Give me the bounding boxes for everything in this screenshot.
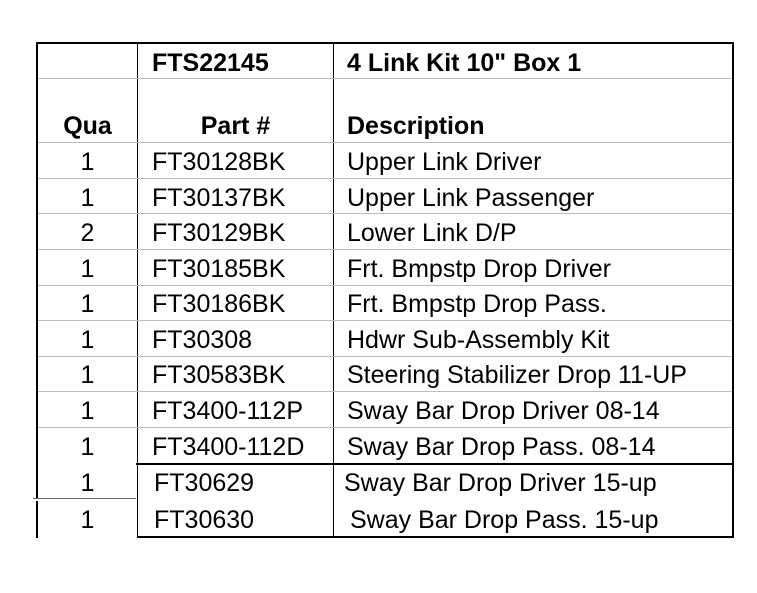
grid-line [38, 78, 732, 79]
row-part-number: FT30137BK [152, 184, 286, 212]
row-part-number: FT30308 [152, 326, 253, 354]
table-border-top [36, 42, 734, 44]
table-border-right [732, 42, 734, 538]
row-qty: 1 [80, 326, 95, 354]
row-qty: 1 [80, 290, 95, 318]
row-part-number: FT30583BK [152, 361, 286, 389]
row-description: Upper Link Driver [347, 148, 542, 176]
row-description: Sway Bar Drop Driver 15-up [344, 469, 657, 497]
grid-line [38, 285, 732, 286]
row-qty: 1 [80, 397, 95, 425]
qty-column-header: Qua [63, 112, 112, 140]
row-part-number: FT30185BK [152, 255, 286, 283]
row-description: Steering Stabilizer Drop 11-UP [347, 361, 687, 389]
row-description: Lower Link D/P [347, 219, 517, 247]
row-qty: 1 [80, 469, 95, 497]
kit-title: 4 Link Kit 10" Box 1 [347, 49, 582, 77]
grid-line [38, 178, 732, 179]
row-qty: 1 [80, 433, 95, 461]
row-part-number: FT30629 [154, 469, 255, 497]
parts-list-table [36, 42, 734, 538]
row-part-number: FT3400-112D [152, 433, 305, 461]
grid-line [38, 320, 732, 321]
row-qty: 2 [80, 219, 95, 247]
grid-line [38, 213, 732, 214]
grid-line [38, 391, 732, 392]
section-divider [136, 463, 732, 465]
row-part-number: FT30128BK [152, 148, 286, 176]
row-description: Frt. Bmpstp Drop Driver [347, 255, 611, 283]
description-column-header: Description [347, 112, 485, 140]
row-description: Sway Bar Drop Pass. 08-14 [347, 433, 656, 461]
row-part-number: FT3400-112P [152, 397, 304, 425]
grid-line [38, 249, 732, 250]
row-description: Frt. Bmpstp Drop Pass. [347, 290, 607, 318]
row-description: Hdwr Sub-Assembly Kit [347, 326, 610, 354]
row-part-number: FT30129BK [152, 219, 286, 247]
kit-number: FTS22145 [152, 49, 269, 77]
grid-line [38, 427, 732, 428]
row-qty: 1 [80, 255, 95, 283]
row-part-number: FT30186BK [152, 290, 286, 318]
row-qty: 1 [80, 148, 95, 176]
row-part-number: FT30630 [154, 506, 255, 534]
row-description: Sway Bar Drop Driver 08-14 [347, 397, 660, 425]
column-divider-part [333, 42, 334, 538]
left-break-line [33, 498, 136, 499]
row-description: Upper Link Passenger [347, 184, 595, 212]
row-qty: 1 [80, 506, 95, 534]
row-qty: 1 [80, 361, 95, 389]
grid-line [38, 356, 732, 357]
row-description: Sway Bar Drop Pass. 15-up [350, 506, 659, 534]
part-column-header: Part # [200, 112, 271, 140]
table-border-bottom [138, 536, 734, 538]
row-qty: 1 [80, 184, 95, 212]
grid-line [38, 142, 732, 143]
